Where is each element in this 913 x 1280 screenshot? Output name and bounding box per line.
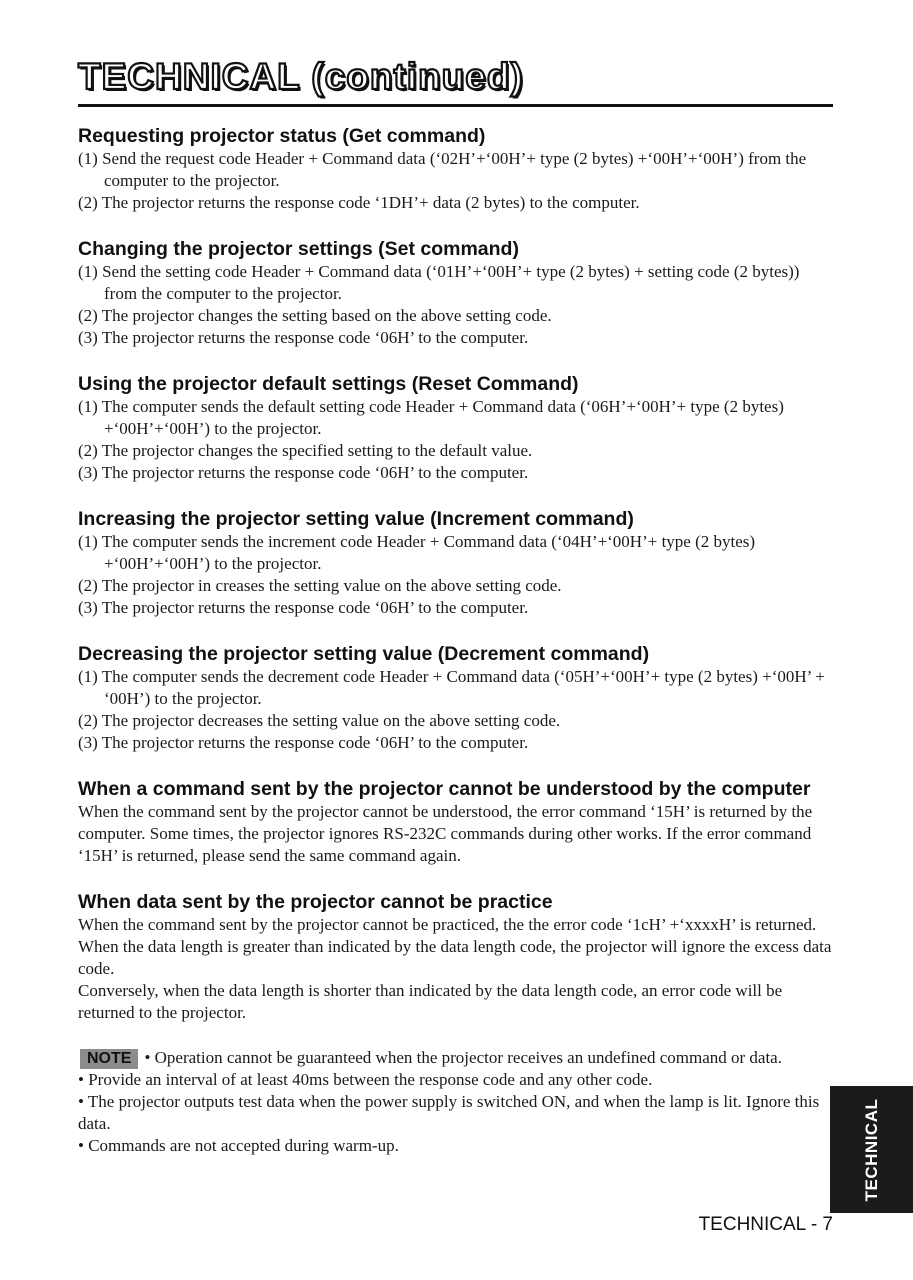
section-heading: Decreasing the projector setting value (Decrement command): [78, 643, 650, 665]
page-number: TECHNICAL - 7: [698, 1214, 833, 1235]
section-heading: When data sent by the projector cannot be practice: [78, 891, 553, 913]
list-item: (2) The projector changes the setting based on the above setting code.: [78, 306, 552, 325]
list-item: (2) The projector decreases the setting value on the above setting code.: [78, 711, 561, 730]
paragraph: When the data length is greater than indicated by the data length code, the projector will ignore the excess data code.: [78, 937, 832, 978]
note-line: • Provide an interval of at least 40ms between the response code and any other code.: [78, 1070, 653, 1089]
list-item: (1) The computer sends the increment code Header + Command data (‘04H’+‘00H’+ type (2 bytes) +‘00H’+‘00H’) to the projector.: [78, 532, 756, 573]
side-tab-label: TECHNICAL: [861, 1098, 881, 1201]
main-content: [78, 124, 836, 1157]
list-item: (3) The projector returns the response code ‘06H’ to the computer.: [78, 328, 529, 347]
note-text: • Operation cannot be guaranteed when the projector receives an undefined command or data.: [144, 1048, 782, 1067]
list-item: (2) The projector in creases the setting value on the above setting code.: [78, 576, 562, 595]
note-line: • Commands are not accepted during warm-up.: [78, 1136, 399, 1155]
list-item: (3) The projector returns the response code ‘06H’ to the computer.: [78, 598, 529, 617]
section-reset-command: [78, 372, 836, 484]
section-decrement-command: [78, 642, 836, 754]
note-badge: NOTE: [80, 1049, 138, 1069]
note-line: [78, 1047, 836, 1069]
title-divider: [78, 104, 833, 107]
list-item: (1) Send the setting code Header + Command data (‘01H’+‘00H’+ type (2 bytes) + setting code (2 bytes)) from the computer to the projector.: [78, 262, 800, 303]
section-data-not-practiced: [78, 890, 836, 1024]
note-line: • The projector outputs test data when the power supply is switched ON, and when the lamp is lit. Ignore this data.: [78, 1092, 820, 1133]
list-item: (3) The projector returns the response code ‘06H’ to the computer.: [78, 733, 529, 752]
section-get-command: [78, 124, 836, 214]
section-command-not-understood: [78, 777, 836, 867]
note-block: [78, 1047, 836, 1157]
paragraph: When the command sent by the projector cannot be practiced, the the error code ‘1cH’ +‘xxxxH’ is returned.: [78, 915, 817, 934]
list-item: (1) The computer sends the decrement code Header + Command data (‘05H’+‘00H’+ type (2 bytes) +‘00H’ + ‘00H’) to the projector.: [78, 667, 825, 708]
section-heading: Using the projector default settings (Reset Command): [78, 373, 579, 395]
paragraph: Conversely, when the data length is shorter than indicated by the data length code, an error code will be returned to the projector.: [78, 981, 783, 1022]
list-item: (3) The projector returns the response code ‘06H’ to the computer.: [78, 463, 529, 482]
section-increment-command: [78, 507, 836, 619]
list-item: (1) Send the request code Header + Command data (‘02H’+‘00H’+ type (2 bytes) +‘00H’+‘00H’) from the computer to the projector.: [78, 149, 807, 190]
side-section-tab: [830, 1086, 913, 1213]
section-heading: Requesting projector status (Get command): [78, 125, 486, 147]
list-item: (2) The projector returns the response code ‘1DH’+ data (2 bytes) to the computer.: [78, 193, 640, 212]
section-heading: Increasing the projector setting value (Increment command): [78, 508, 634, 530]
section-heading: Changing the projector settings (Set command): [78, 238, 519, 260]
list-item: (1) The computer sends the default setting code Header + Command data (‘06H’+‘00H’+ type (2 bytes) +‘00H’+‘00H’) to the projector.: [78, 397, 784, 438]
section-set-command: [78, 237, 836, 349]
page-title: TECHNICAL (continued): [78, 56, 524, 97]
section-heading: When a command sent by the projector cannot be understood by the computer: [78, 778, 811, 800]
paragraph: When the command sent by the projector cannot be understood, the error command ‘15H’ is returned by the computer. Some times, the projector ignores RS-232C commands during other works. If the error command ‘15H’ is returned, please send the same command again.: [78, 802, 813, 865]
list-item: (2) The projector changes the specified setting to the default value.: [78, 441, 533, 460]
